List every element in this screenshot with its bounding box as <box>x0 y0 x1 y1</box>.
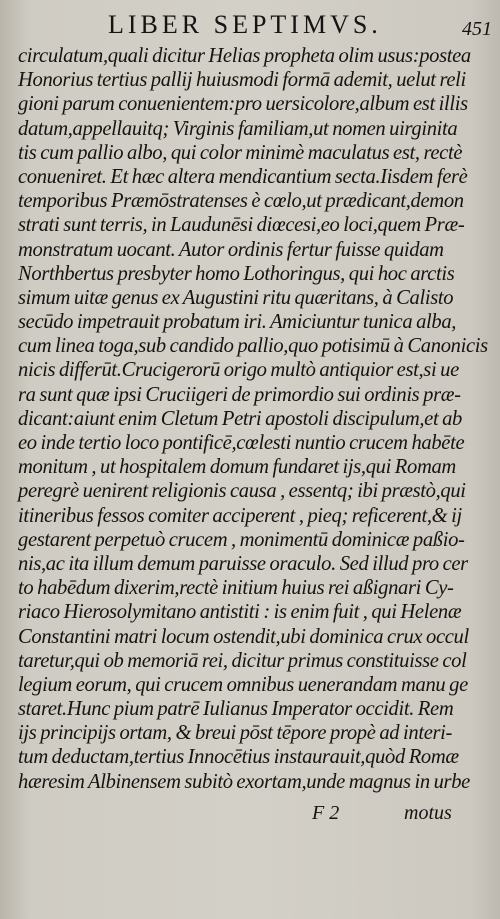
text-line: nicis differūt.Crucigerorū origo multò antiquior est,si ue <box>18 359 459 382</box>
catchword: motus <box>404 802 452 824</box>
text-line: gestarent perpetuò crucem , monimentū dominicæ paßio- <box>18 528 465 551</box>
page-footer <box>0 802 500 830</box>
text-line: staret.Hunc pium patrē Iulianus Imperator occidit. Rem <box>18 698 454 721</box>
text-line: monstratum uocant. Autor ordinis fertur fuisse quidam <box>18 238 444 261</box>
text-line: peregrè uenirent religionis causa , essentq; ibi præstò,qui <box>18 480 466 503</box>
text-line: taretur,qui ob memoriā rei, dicitur primus constituisse col <box>18 649 467 672</box>
text-line: itineribus fessos comiter acciperent , pieq; reficerent,& ij <box>18 504 462 527</box>
text-line: Northbertus presbyter homo Lothoringus, qui hoc arctis <box>18 262 455 285</box>
text-line: Honorius tertius pallij huiusmodi formā ademit, uelut reli <box>18 69 466 92</box>
text-line: ijs principijs ortam, & breui pōst tēpore propè ad interi- <box>18 722 453 745</box>
text-line: eo inde tertio loco pontificē,cœlesti nuntio crucem habēte <box>18 432 465 454</box>
running-title: LIBER SEPTIMVS. <box>108 10 382 39</box>
text-line: riaco Hierosolymitano antistiti : is enim fuit , qui Helenæ <box>18 601 462 624</box>
text-line: datum,appellauitq; Virginis familiam,ut nomen uirginita <box>18 117 458 140</box>
text-line: tis cum pallio albo, qui color minimè maculatus est, rectè <box>18 141 463 164</box>
text-line: dicant:aiunt enim Cletum Petri apostoli discipulum,et ab <box>18 407 463 430</box>
text-line: conueniret. Et hæc altera mendicantium secta.Iisdem ferè <box>18 165 468 188</box>
text-line: tum deductam,tertius Innocētius instaurauit,quòd Romæ <box>18 746 459 769</box>
text-line: ra sunt quæ ipsi Cruciigeri de primordio sui ordinis præ- <box>18 383 461 406</box>
text-line: temporibus Præmōstratenses è cœlo,ut prædicant,demon <box>18 190 464 213</box>
text-line: nis,ac ita illum demum paruisse oraculo. Sed illud pro cer <box>18 552 468 575</box>
signature-mark: F 2 <box>312 802 340 824</box>
text-line: cum linea toga,sub candido pallio,quo potisimū à Canonicis <box>18 335 488 358</box>
text-line: Constantini matri locum ostendit,ubi dominica crux occul <box>18 625 469 648</box>
text-line: circulatum,quali dicitur Helias propheta olim usus:postea <box>18 45 471 67</box>
body-text <box>18 44 488 794</box>
text-line: strati sunt terris, in Laudunēsi diœcesi,eo loci,quem Præ- <box>18 214 465 237</box>
text-line: simum uitæ genus ex Augustini ritu quæritans, à Calisto <box>18 286 454 309</box>
text-line: secūdo impetrauit probatum iri. Amiciuntur tunica alba, <box>18 311 457 334</box>
text-line: hæresim Albinensem subitò exortam,unde magnus in urbe <box>18 770 470 793</box>
page-number: 451 <box>462 18 492 40</box>
text-line: gioni parum conuenientem:pro uersicolore,album est illis <box>18 93 468 116</box>
text-line: legium eorum, qui crucem omnibus uenerandam manu ge <box>18 673 468 696</box>
text-line: to habēdum dixerim,rectè initium huius rei aßignari Cy- <box>18 577 454 600</box>
text-line: monitum , ut hospitalem domum fundaret ijs,qui Romam <box>18 456 456 479</box>
running-head <box>0 6 500 40</box>
